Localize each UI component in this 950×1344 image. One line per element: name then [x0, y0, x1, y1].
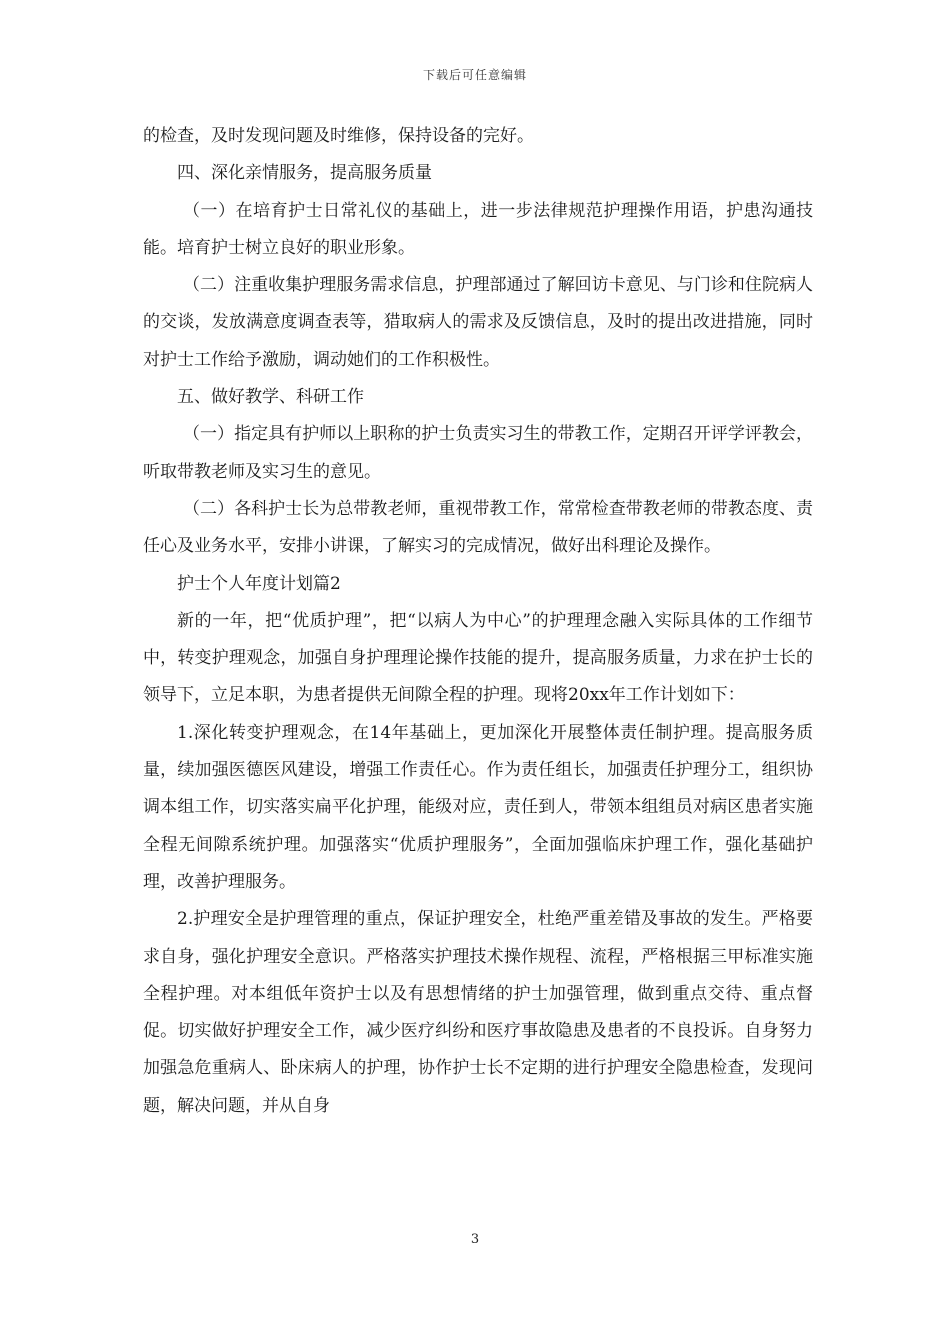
paragraph: 2.护理安全是护理管理的重点，保证护理安全，杜绝严重差错及事故的发生。严格要求自身，强化护理安全意识。严格落实护理技术操作规程、流程，严格根据三甲标准实施全程护理。对本组低年资护士以及有思想情绪的护士加强管理，做到重点交待、重点督促。切实做好护理安全工作，减少医疗纠纷和医疗事故隐患及患者的不良投诉。自身努力加强急危重病人、卧床病人的护理，协作护士长不定期的进行护理安全隐患检查，发现问题，解决问题，并从自身: [143, 909, 813, 1116]
paragraph: 新的一年，把“优质护理”，把“以病人为中心”的护理理念融入实际具体的工作细节中，转变护理观念，加强自身护理理论操作技能的提升，提高服务质量，力求在护士长的领导下，立足本职，为患者提供无间隙全程的护理。现将20xx年工作计划如下：: [143, 610, 813, 706]
paragraph: （二）注重收集护理服务需求信息，护理部通过了解回访卡意见、与门诊和住院病人的交谈，发放满意度调查表等，猎取病人的需求及反馈信息，及时的提出改进措施，同时对护士工作给予激励，调动她们的工作积极性。: [143, 275, 813, 370]
paragraph: 的检查，及时发现问题及时维修，保持设备的完好。: [143, 126, 534, 146]
paragraph: 1.深化转变护理观念，在14年基础上，更加深化开展整体责任制护理。提高服务质量，续加强医德医风建设，增强工作责任心。作为责任组长，加强责任护理分工，组织协调本组工作，切实落实扁平化护理，能级对应，责任到人，带领本组组员对病区患者实施全程无间隙系统护理。加强落实“优质护理服务”，全面加强临床护理工作，强化基础护理，改善护理服务。: [143, 722, 813, 892]
document-body: [143, 118, 813, 1125]
page-header: 下载后可任意编辑: [422, 68, 527, 82]
section-heading: 五、做好教学、科研工作: [177, 387, 364, 408]
paragraph: （一）在培育护士日常礼仪的基础上，进一步法律规范护理操作用语，护患沟通技能。培育护士树立良好的职业形象。: [143, 200, 813, 258]
paragraph: （一）指定具有护师以上职称的护士负责实习生的带教工作，定期召开评学评教会，听取带教老师及实习生的意见。: [143, 424, 813, 482]
page-number: 3: [470, 1232, 480, 1247]
section-heading: 四、深化亲情服务，提高服务质量: [177, 163, 432, 184]
article-title: 护士个人年度计划篇2: [177, 573, 341, 594]
paragraph: （二）各科护士长为总带教老师，重视带教工作，常常检查带教老师的带教态度、责任心及业务水平，安排小讲课，了解实习的完成情况，做好出科理论及操作。: [143, 498, 813, 557]
